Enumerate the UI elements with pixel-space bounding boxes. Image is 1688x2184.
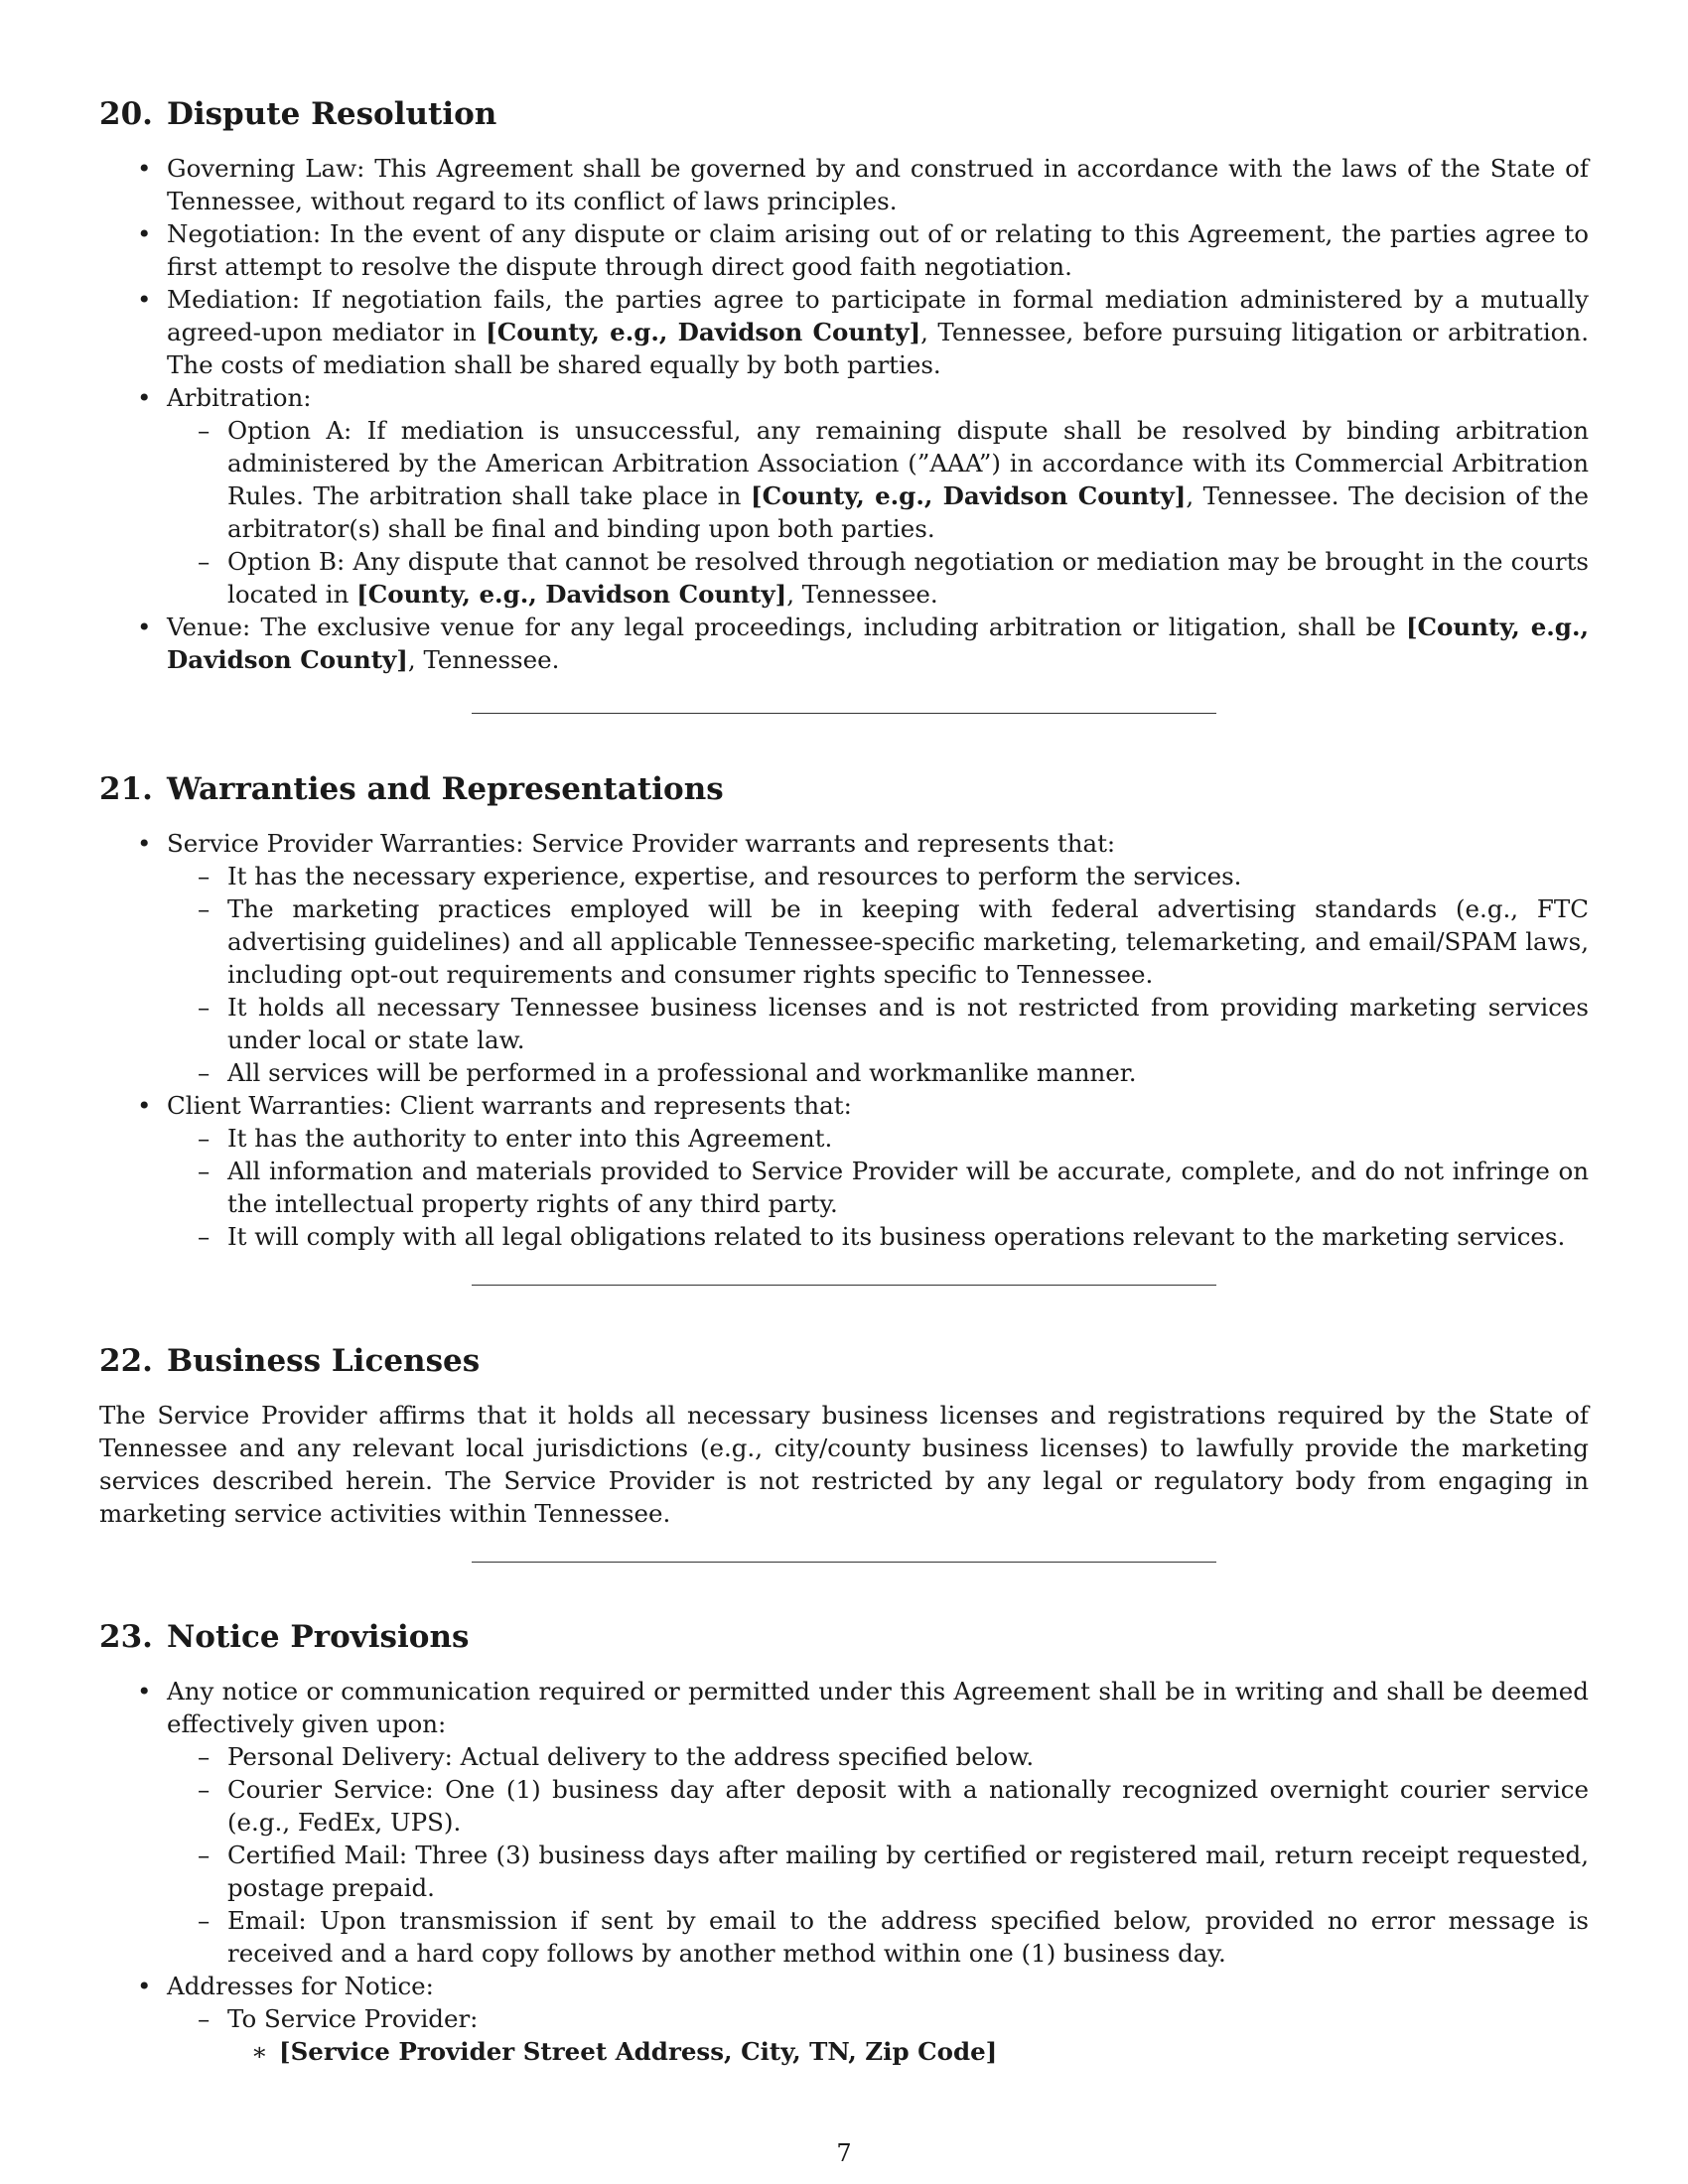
section-21 [99,769,1589,1253]
section-heading: 23. Notice Provisions [99,1619,470,1655]
list-item: – Option B: Any dispute that cannot be resolved through negotiation or mediation may be brought in the courts located in [County, e.g., Davidson County], Tennessee. [167,545,1589,611]
list-item: – Option A: If mediation is unsuccessful, any remaining dispute shall be resolved by binding arbitration administered by the American Arbitration Association (”AAA”) in accordance with its Commercial Arbitration Rules. The arbitration shall take place in [County, e.g., Davidson County], Tennessee. The decision of the arbitrator(s) shall be final and binding upon both parties. [167,414,1589,545]
paragraph: The Service Provider affirms that it holds all necessary business licenses and registrations required by the State of Tennessee and any relevant local jurisdictions (e.g., city/county business licenses) to lawfully provide the marketing services described herein. The Service Provider is not restricted by any legal or regulatory body from engaging in marketing service activities within Tennessee. [99,1401,1589,1528]
section-divider [472,1562,1216,1563]
page-number: 7 [836,2139,852,2167]
sub-list [167,414,1589,611]
list-item: – The marketing practices employed will be in keeping with federal advertising standards (e.g., FTC advertising guidelines) and all applicable Tennessee-specific marketing, telemarketing, and email/SPAM laws, including opt-out requirements and consumer rights specific to Tennessee. [167,892,1589,991]
list-item: • Arbitration: – Option A: If mediation is unsuccessful, any remaining dispute shall be resolved by binding arbitration administered by the American Arbitration Association (”AAA”) in accordance with its Commercial Arbitration Rules. The arbitration shall take place in [County, e.g., Davidson County], Tennessee. The decision of the arbitrator(s) shall be final and binding upon both parties. – Option B: Any dispute that cannot be resolved through negotiation or mediation may be brought in the courts located in [County, e.g., Davidson County], Tennessee. [99,381,1589,611]
sub-list [167,860,1589,1089]
bullet-list [99,827,1589,1253]
sub-list [167,1740,1589,1970]
section-23 [99,1617,1589,2068]
bullet-list [99,1675,1589,2068]
list-item: – To Service Provider: ∗ [Service Provider Street Address, City, TN, Zip Code] [167,2002,1589,2068]
list-item: – It will comply with all legal obligations related to its business operations relevant to the marketing services. [167,1220,1589,1253]
section-22 [99,1341,1589,1530]
list-item: – All services will be performed in a professional and workmanlike manner. [167,1056,1589,1089]
list-item: – Courier Service: One (1) business day after deposit with a nationally recognized overnight courier service (e.g., FedEx, UPS). [167,1773,1589,1839]
list-item: – All information and materials provided to Service Provider will be accurate, complete, and do not infringe on the intellectual property rights of any third party. [167,1155,1589,1220]
section-20 [99,94,1589,676]
list-item: ∗ [Service Provider Street Address, City, TN, Zip Code] [227,2035,1589,2068]
list-item: – Certified Mail: Three (3) business days after mailing by certified or registered mail, return receipt requested, postage prepaid. [167,1839,1589,1904]
bullet-list [99,152,1589,676]
list-item: • Governing Law: This Agreement shall be governed by and construed in accordance with the laws of the State of Tennessee, without regard to its conflict of laws principles. [99,152,1589,217]
section-heading: 22. Business Licenses [99,1343,481,1379]
list-item: • Negotiation: In the event of any dispute or claim arising out of or relating to this Agreement, the parties agree to first attempt to resolve the dispute through direct good faith negotiation. [99,217,1589,283]
list-item: • Service Provider Warranties: Service Provider warrants and represents that: – It has the necessary experience, expertise, and resources to perform the services. – The marketing practices employed will be in keeping with federal advertising standards (e.g., FTC advertising guidelines) and all applicable Tennessee-specific marketing, telemarketing, and email/SPAM laws, including opt-out requirements and consumer rights specific to Tennessee. – It holds all necessary Tennessee business licenses and is not restricted from providing marketing services under local or state law. – All services will be performed in a professional and workmanlike manner. [99,827,1589,1089]
list-item: • Client Warranties: Client warrants and represents that: – It has the authority to enter into this Agreement. – All information and materials provided to Service Provider will be accurate, complete, and do not infringe on the intellectual property rights of any third party. – It will comply with all legal obligations related to its business operations relevant to the marketing services. [99,1089,1589,1253]
list-item: • Any notice or communication required or permitted under this Agreement shall be in writing and shall be deemed effectively given upon: – Personal Delivery: Actual delivery to the address specified below. – Courier Service: One (1) business day after deposit with a nationally recognized overnight courier service (e.g., FedEx, UPS). – Certified Mail: Three (3) business days after mailing by certified or registered mail, return receipt requested, postage prepaid. – Email: Upon transmission if sent by email to the address specified below, provided no error message is received and a hard copy follows by another method within one (1) business day. [99,1675,1589,1970]
list-item: – Personal Delivery: Actual delivery to the address specified below. [167,1740,1589,1773]
list-item: – It holds all necessary Tennessee business licenses and is not restricted from providing marketing services under local or state law. [167,991,1589,1056]
sub-list [167,1122,1589,1253]
list-item: • Venue: The exclusive venue for any legal proceedings, including arbitration or litigation, shall be [County, e.g., Davidson County], Tennessee. [99,611,1589,676]
list-item: • Addresses for Notice: – To Service Provider: ∗ [Service Provider Street Address, City, TN, Zip Code] [99,1970,1589,2068]
section-divider [472,713,1216,714]
list-item: • Mediation: If negotiation fails, the parties agree to participate in formal mediation administered by a mutually agreed-upon mediator in [County, e.g., Davidson County], Tennessee, before pursuing litigation or arbitration. The costs of mediation shall be shared equally by both parties. [99,283,1589,381]
list-item: – It has the necessary experience, expertise, and resources to perform the services. [167,860,1589,892]
list-item: – It has the authority to enter into this Agreement. [167,1122,1589,1155]
section-heading: 20. Dispute Resolution [99,96,497,132]
section-divider [472,1285,1216,1286]
list-item: – Email: Upon transmission if sent by email to the address specified below, provided no error message is received and a hard copy follows by another method within one (1) business day. [167,1904,1589,1970]
sub-list [167,2002,1589,2068]
section-heading: 21. Warranties and Representations [99,771,724,807]
sub-sub-list [227,2035,1589,2068]
